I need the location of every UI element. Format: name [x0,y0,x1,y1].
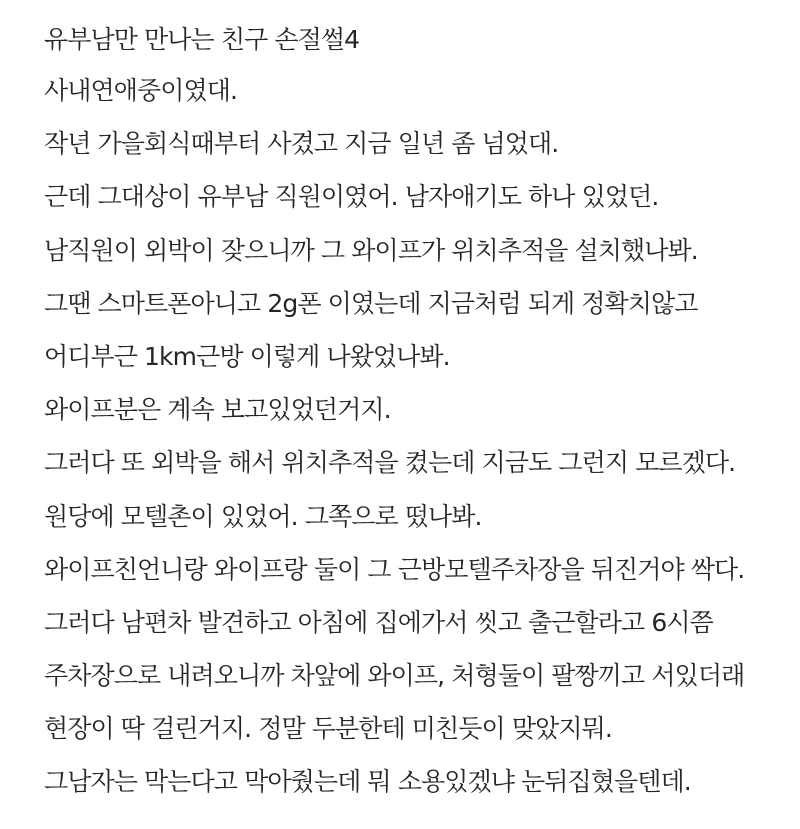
text-line-9: 원당에 모텔촌이 있었어. 그쪽으로 떴나봐. [44,501,482,531]
text-line-7: 와이프분은 계속 보고있었던거지. [44,395,391,425]
text-line-5: 그땐 스마트폰아니고 2g폰 이였는데 지금처럼 되게 정확치않고 [44,288,698,318]
text-line-8: 그러다 또 외박을 해서 위치추적을 켰는데 지금도 그런지 모르겠다. [44,448,736,478]
text-line-11: 그러다 남편차 발견하고 아침에 집에가서 씻고 출근할라고 6시쯤 [44,607,713,637]
text-line-6: 어디부근 1km근방 이렇게 나왔었나봐. [44,341,450,371]
post-title: 유부남만 만나는 친구 손절썰4 [44,25,360,54]
text-line-12: 주차장으로 내려오니까 차앞에 와이프, 처형둘이 팔짱끼고 서있더래 [44,661,745,691]
text-line-2: 작년 가을회식때부터 사겼고 지금 일년 좀 넘었대. [44,129,559,159]
text-line-3: 근데 그대상이 유부남 직원이였어. 남자애기도 하나 있었던. [44,182,659,212]
text-line-10: 와이프친언니랑 와이프랑 둘이 그 근방모텔주차장을 뒤진거야 싹다. [44,554,745,584]
text-line-14: 그남자는 막는다고 막아줬는데 뭐 소용있겠냐 눈뒤집혔을텐데. [44,767,691,797]
text-line-1: 사내연애중이였대. [44,76,238,105]
text-line-13: 현장이 딱 걸린거지. 정말 두분한테 미친듯이 맞았지뭐. [44,714,612,744]
text-line-4: 남직원이 외박이 잦으니까 그 와이프가 위치추적을 설치했나봐. [44,235,698,265]
document-body [44,16,794,809]
